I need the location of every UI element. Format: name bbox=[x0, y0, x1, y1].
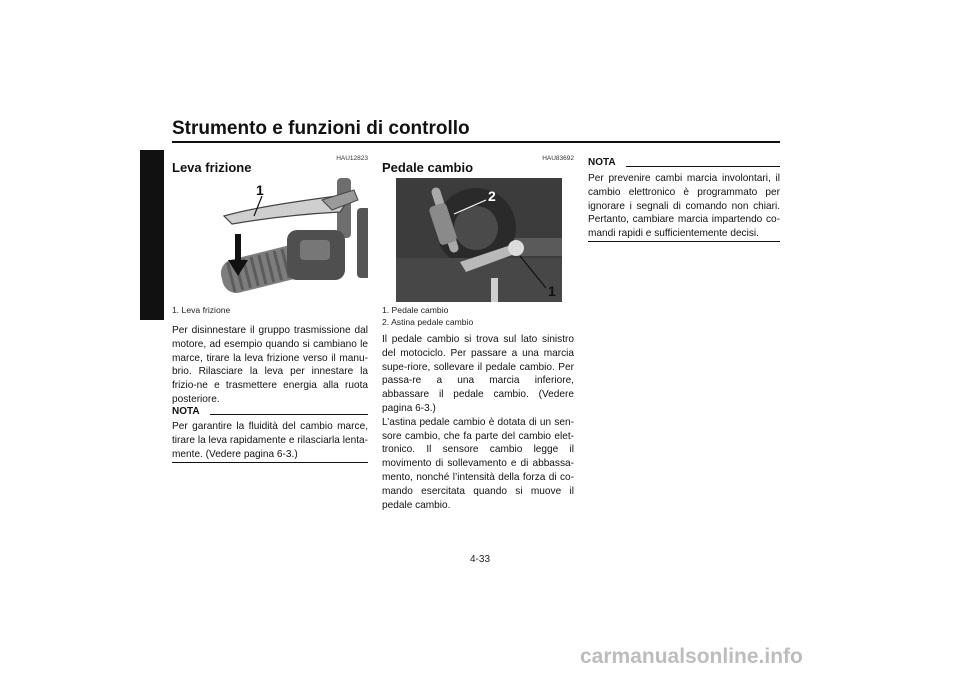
note-text-shift: Per prevenire cambi marcia involontari, il cambio elettronico è programmato per ignorare i segnali di comando non chiari. Pertanto, cambiare marcia impartendo co-mandi rapidi e sufficientemente decisi. bbox=[588, 173, 780, 240]
shift-callout-1: 1 bbox=[548, 283, 556, 299]
shift-callout-2: 2 bbox=[488, 188, 496, 204]
note-label-clutch: NOTA bbox=[172, 406, 200, 417]
shift-pedal-figure bbox=[396, 178, 562, 302]
page-number: 4-33 bbox=[469, 554, 490, 565]
clutch-callout-1: 1 bbox=[256, 182, 264, 198]
section-heading-shift: Pedale cambio bbox=[382, 160, 474, 175]
watermark: carmanualsonline.info bbox=[580, 645, 803, 668]
figure-caption-shift-1: 1. Pedale cambio bbox=[382, 305, 449, 315]
clutch-description: Per disinnestare il gruppo trasmissione dal motore, ad esempio quando si cambiano le marce, tirare la leva frizione verso il manu-brio. Rilasciare la leva per innestare la frizio-ne e trasmettere energia alla ruota posteriore. bbox=[172, 325, 368, 405]
title-rule bbox=[172, 141, 780, 143]
shift-description: Il pedale cambio si trova sul lato sinistro del motociclo. Per passare a una marcia supe-riore, sollevare il pedale cambio. Per passa-re a una marcia inferiore, abbassare il pedale cambio. (Vedere pagina 6-3.) L’astina pedale cambio è dotata di un sen-sore cambio, che fa parte del cambio elet-tronico. Il sensore cambio legge il movimento di sollevamento e di abbassa-mento, nonché l’intensità della forza di co-mando esercitata quando si muove il pedale cambio. bbox=[382, 334, 574, 511]
note-end-rule-shift bbox=[588, 241, 780, 242]
clutch-lever-figure bbox=[172, 178, 368, 302]
chapter-tab bbox=[140, 150, 164, 320]
note-text-clutch: Per garantire la fluidità del cambio marce, tirare la leva rapidamente e rilasciarla lenta-mente. (Vedere pagina 6-3.) bbox=[172, 421, 368, 460]
note-end-rule-clutch bbox=[172, 462, 368, 463]
section-code-clutch: HAU12823 bbox=[336, 155, 368, 162]
figure-caption-shift-2: 2. Astina pedale cambio bbox=[382, 317, 474, 327]
section-heading-clutch: Leva frizione bbox=[172, 160, 252, 175]
page-title: Strumento e funzioni di controllo bbox=[172, 118, 470, 139]
note-label-shift: NOTA bbox=[588, 157, 616, 168]
figure-caption-clutch: 1. Leva frizione bbox=[172, 305, 231, 315]
note-rule-shift bbox=[626, 166, 780, 167]
clutch-lever-illustration bbox=[172, 178, 368, 302]
shift-pedal-illustration bbox=[396, 178, 562, 302]
chapter-number: 4 bbox=[148, 245, 156, 259]
section-code-shift: HAU83692 bbox=[542, 155, 574, 162]
note-rule-clutch bbox=[210, 414, 368, 415]
